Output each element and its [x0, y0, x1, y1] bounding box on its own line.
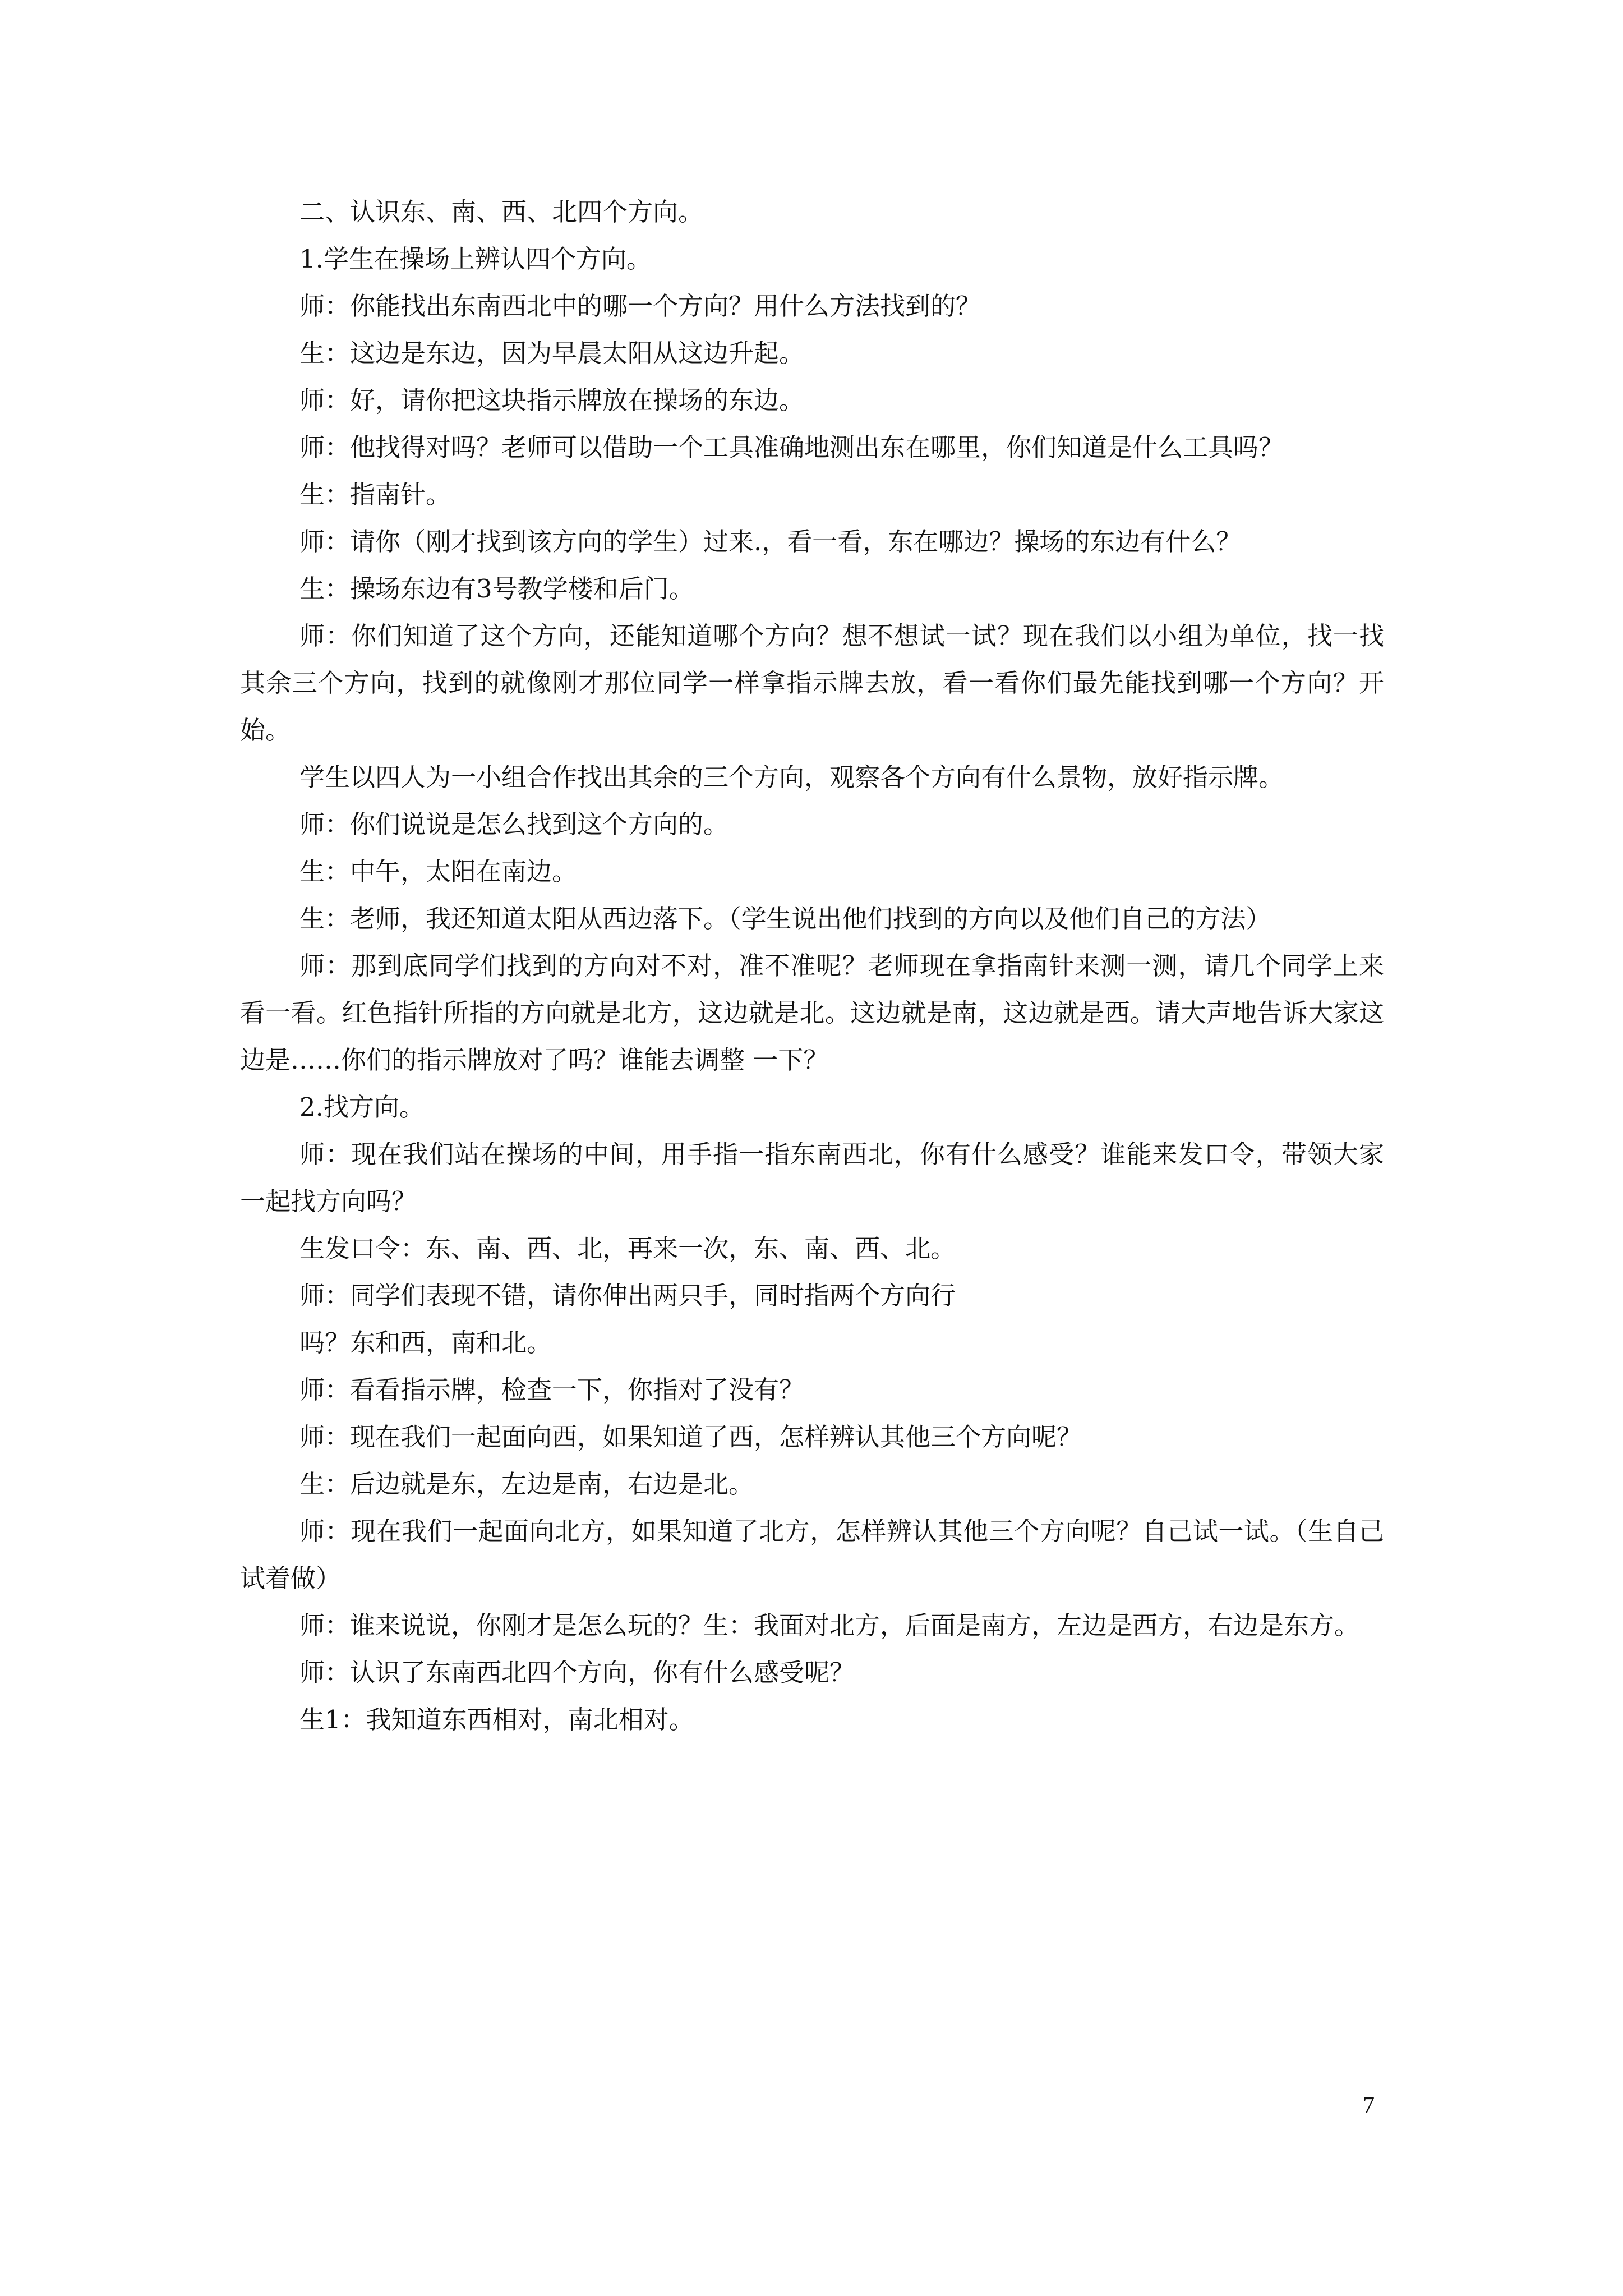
paragraph: 师：看看指示牌，检查一下，你指对了没有？: [299, 1375, 805, 1405]
paragraph: 师：他找得对吗？老师可以借助一个工具准确地测出东在哪里，你们知道是什么工具吗？: [299, 432, 1284, 462]
paragraph: 师：你们知道了这个方向，还能知道哪个方向？想不想试一试？现在我们以小组为单位，找一找其余三个方向，找到的就像刚才那位同学一样拿指示牌去放，看一看你们最先能找到哪一个方向？开始。: [240, 621, 1384, 745]
document-body: [240, 188, 1384, 1743]
paragraph: 学生以四人为一小组合作找出其余的三个方向，观察各个方向有什么景物，放好指示牌。: [299, 762, 1284, 792]
paragraph: 师：谁来说说，你刚才是怎么玩的？生：我面对北方，后面是南方，左边是西方，右边是东方。: [299, 1611, 1360, 1640]
paragraph: 生：后边就是东，左边是南，右边是北。: [299, 1469, 754, 1499]
paragraph: 师：现在我们一起面向西，如果知道了西，怎样辨认其他三个方向呢？: [299, 1422, 1082, 1452]
section-heading: 二、认识东、南、西、北四个方向。: [299, 197, 704, 227]
paragraph: 师：你能找出东南西北中的哪一个方向？用什么方法找到的？: [299, 291, 981, 321]
paragraph: 生：中午，太阳在南边。: [299, 857, 578, 886]
paragraph: 师：现在我们站在操场的中间，用手指一指东南西北，你有什么感受？谁能来发口令，带领大家一起找方向吗？: [240, 1139, 1384, 1216]
paragraph: 师：你们说说是怎么找到这个方向的。: [299, 809, 729, 839]
paragraph: 生：老师，我还知道太阳从西边落下。（学生说出他们找到的方向以及他们自己的方法）: [299, 904, 1271, 933]
paragraph: 生1：我知道东西相对，南北相对。: [299, 1705, 694, 1734]
paragraph: 师：认识了东南西北四个方向，你有什么感受呢？: [299, 1658, 855, 1687]
paragraph: 师：同学们表现不错，请你伸出两只手，同时指两个方向行: [299, 1281, 956, 1310]
paragraph: 生：这边是东边，因为早晨太阳从这边升起。: [299, 338, 805, 368]
subsection-heading: 2.找方向。: [299, 1092, 425, 1122]
paragraph: 生：指南针。: [299, 480, 451, 509]
paragraph: 师：好，请你把这块指示牌放在操场的东边。: [299, 385, 805, 415]
paragraph: 吗？东和西，南和北。: [299, 1328, 552, 1358]
paragraph: 师：那到底同学们找到的方向对不对，准不准呢？老师现在拿指南针来测一测，请几个同学上来看一看。红色指针所指的方向就是北方，这边就是北。这边就是南，这边就是西。请大声地告诉大家这边是……你们的指示牌放对了吗？谁能去调整 一下？: [240, 951, 1384, 1075]
subsection-heading: 1.学生在操场上辨认四个方向。: [299, 244, 652, 274]
paragraph: 师：现在我们一起面向北方，如果知道了北方，怎样辨认其他三个方向呢？自己试一试。（生自己试着做）: [240, 1516, 1384, 1593]
paragraph: 师：请你（刚才找到该方向的学生）过来.，看一看，东在哪边？操场的东边有什么？: [299, 527, 1242, 556]
paragraph: 生发口令：东、南、西、北，再来一次，东、南、西、北。: [299, 1234, 956, 1263]
paragraph: 生：操场东边有3号教学楼和后门。: [299, 574, 694, 604]
page-number: 7: [1363, 2093, 1375, 2119]
